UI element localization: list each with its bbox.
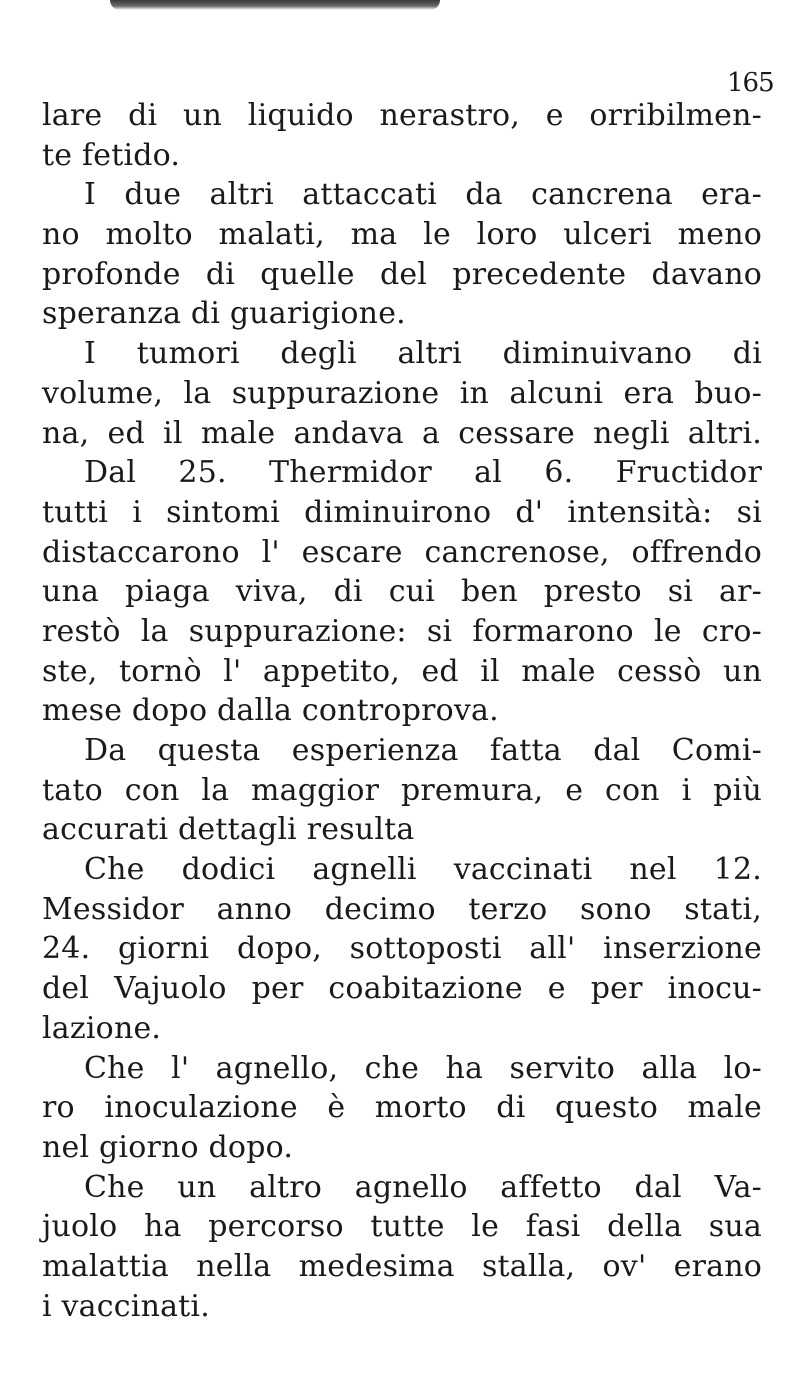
text-line: Dal 25. Thermidor al 6. Fructidor [84,455,762,491]
text-line: distaccarono l' escare cancrenose, offrendo [42,534,762,570]
text-line: nel giorno dopo. [42,1129,294,1165]
text-line: accurati dettagli resulta [42,812,415,848]
text-line: speranza di guarigione. [42,296,406,332]
text-line: te fetido. [42,137,181,173]
text-line: volume, la suppurazione in alcuni era buo- [42,375,762,411]
text-line: del Vajuolo per coabitazione e per inocu- [42,971,762,1007]
text-line: malattia nella medesima stalla, ov' erano [42,1248,762,1284]
text-line: profonde di quelle del precedente davano [42,256,762,292]
text-line: Che dodici agnelli vaccinati nel 12. [84,852,762,888]
text-line: ste, tornò l' appetito, ed il male cessò un [42,653,762,689]
text-line: juolo ha percorso tutte le fasi della sua [42,1209,762,1245]
text-line: Che l' agnello, che ha servito alla lo- [84,1050,762,1086]
text-line: tutti i sintomi diminuirono d' intensità: si [42,494,762,530]
text-line: mese dopo dalla controprova. [42,693,499,729]
text-line: tato con la maggior premura, e con i più [42,772,762,808]
text-line: Messidor anno decimo terzo sono stati, [42,891,762,927]
text-line: una piaga viva, di cui ben presto si ar- [42,574,762,610]
text-line: I tumori degli altri diminuivano di [84,336,762,372]
text-line: Che un altro agnello affetto dal Va- [84,1169,762,1205]
text-line: lare di un liquido nerastro, e orribilmen- [42,98,762,133]
text-line: no molto malati, ma le loro ulceri meno [42,217,762,253]
text-line: ro inoculazione è morto di questo male [42,1090,762,1126]
page-top-edge [110,0,440,10]
text-line: i vaccinati. [42,1288,210,1324]
text-line: 24. giorni dopo, sottoposti all' inserzione [42,931,762,967]
text-line: restò la suppurazione: si formarono le cro- [42,613,762,649]
text-line: Da questa esperienza fatta dal Comi- [84,733,762,768]
text-line: na, ed il male andava a cessare negli altri. [42,415,762,451]
text-line: I due altri attaccati da cancrena era- [84,177,762,213]
page-number: 165 [727,68,774,98]
text-line: lazione. [42,1010,162,1046]
body-text [42,96,762,1326]
